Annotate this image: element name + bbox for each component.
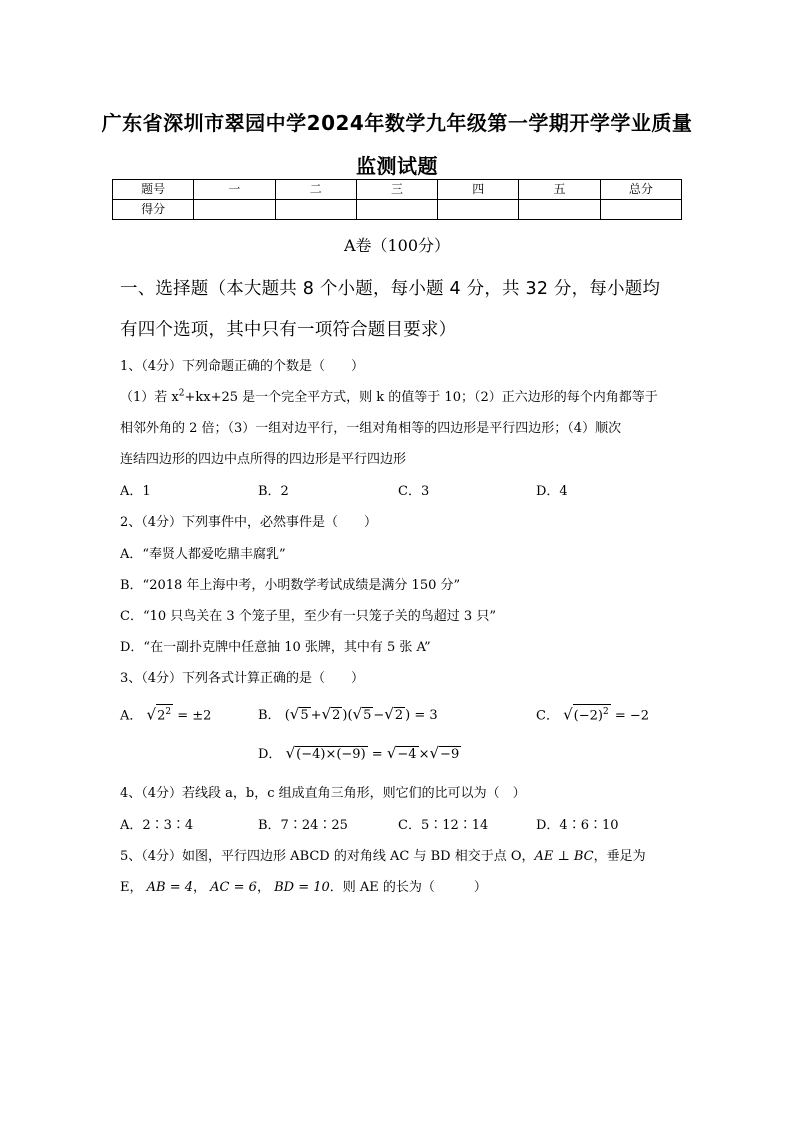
score-blank-cell [194, 200, 275, 220]
radicand: 5 [363, 708, 372, 723]
q1-body-line2: 相邻外角的 2 倍；（3）一组对边平行，一组对角相等的四边形是平行四边形；（4）顺次 [120, 421, 622, 436]
q1-body-part: +kx+25 是一个完全平方式，则 k 的值等于 10；（2）正六边形的每个内角都等于 [184, 390, 658, 405]
score-blank-cell [438, 200, 519, 220]
sqrt-symbol: √ [563, 705, 573, 724]
score-table [112, 179, 682, 220]
q2-option-d: D．“在一副扑克牌中任意抽 10 张牌，其中有 5 张 A” [120, 640, 431, 655]
score-header-cell: 题号 [113, 180, 194, 200]
sqrt-symbol: √ [146, 705, 157, 724]
q3-b-op: + [310, 708, 322, 723]
q3-b-paren: ( [284, 708, 290, 723]
q2-option-a: A．“奉贤人都爱吃鼎丰腐乳” [120, 547, 286, 562]
score-blank-cell [600, 200, 681, 220]
q5-perp-expr: AE ⊥ BC [534, 849, 594, 864]
q3-b-op: − [373, 708, 385, 723]
radicand [573, 704, 611, 723]
q1-superscript: 2 [178, 388, 185, 399]
q1-option-b: B．2 [258, 484, 289, 499]
q5-sep: ， [256, 880, 270, 895]
exam-title-line1: 广东省深圳市翠园中学2024年数学九年级第一学期开学学业质量 [101, 111, 693, 135]
radicand: −4 [397, 747, 417, 762]
q3-c-rhs: = −2 [610, 708, 650, 724]
q4-option-a: A．2∶3∶4 [120, 818, 194, 833]
q3-b-rhs: ) = 3 [405, 708, 438, 723]
q1-stem: 1、（4分）下列命题正确的个数是（ ） [120, 359, 365, 374]
sqrt-symbol: √ [384, 705, 394, 723]
volume-heading: A卷（100分） [343, 236, 451, 255]
q5-sep: ， [193, 880, 207, 895]
q2-stem: 2、（4分）下列事件中，必然事件是（ ） [120, 515, 378, 530]
q3-option-a [120, 704, 211, 723]
sqrt-symbol: √ [285, 744, 296, 762]
q5-ab-expr: AB = 4 [146, 880, 194, 895]
q2-option-c: C．“10 只鸟关在 3 个笼子里，至少有一只笼子关的鸟超过 3 只” [120, 609, 496, 624]
q3-a-rhs: = ±2 [177, 708, 212, 724]
q5-stem-end: ，垂足为 [593, 849, 646, 864]
q1-option-a: A．1 [120, 484, 151, 499]
q5-bd-expr: BD = 10 [274, 880, 330, 895]
q3-label-d: D． [258, 747, 282, 762]
sqrt-symbol: √ [352, 705, 363, 723]
q1-option-c: C．3 [398, 484, 430, 499]
section1-heading-line1: 一、选择题（本大题共 8 个小题，每小题 4 分，共 32 分，每小题均 [120, 279, 661, 299]
sqrt-symbol: √ [386, 744, 397, 762]
exam-title-line2: 监测试题 [356, 154, 438, 178]
score-header-cell: 三 [356, 180, 437, 200]
q4-stem: 4、（4分）若线段 a，b，c 组成直角三角形，则它们的比可以为（ ） [120, 786, 526, 801]
q3-d-op: × [418, 747, 430, 762]
score-blank-cell [356, 200, 437, 220]
q1-body-line1 [120, 386, 658, 405]
q1-body-part: （1）若 x [120, 390, 179, 405]
q3-a-sup: 2 [165, 707, 172, 717]
score-header-cell: 五 [519, 180, 600, 200]
q5-ac-expr: AC = 6 [210, 880, 257, 895]
q3-c-sup: 2 [602, 707, 609, 717]
score-header-cell: 二 [275, 180, 356, 200]
q5-stem-line2-end: ．则 AE 的长为（ ） [329, 880, 487, 895]
score-blank-cell [519, 200, 600, 220]
q3-label-b: B． [258, 708, 281, 723]
score-header-cell: 总分 [600, 180, 681, 200]
sqrt-symbol: √ [289, 705, 300, 723]
q3-label-c: C． [536, 708, 559, 724]
radicand: 2 [394, 708, 404, 723]
q2-option-b: B．“2018 年上海中考，小明数学考试成绩是满分 150 分” [120, 578, 461, 593]
radicand: 2 [332, 708, 341, 723]
q1-option-d: D．4 [536, 484, 568, 499]
q5-point-e: E， [120, 880, 143, 895]
q3-d-eq: = [371, 747, 383, 762]
score-row-label: 得分 [113, 200, 194, 220]
section1-heading-line2: 有四个选项，其中只有一项符合题目要求） [120, 320, 457, 340]
score-header-cell: 一 [194, 180, 275, 200]
q4-option-d: D．4∶6∶10 [536, 818, 619, 833]
score-blank-cell [275, 200, 356, 220]
q5-stem: 5、（4分）如图，平行四边形 ABCD 的对角线 AC 与 BD 相交于点 O， [120, 849, 535, 864]
q3-b-paren: )( [342, 708, 353, 723]
radicand: 5 [300, 708, 309, 723]
q3-option-c [536, 704, 649, 723]
q3-c-expr: (−2) [573, 708, 603, 724]
q4-option-c: C．5∶12∶14 [398, 818, 489, 833]
q3-stem: 3、（4分）下列各式计算正确的是（ ） [120, 671, 365, 686]
score-table-score-row [113, 200, 682, 220]
radicand: −9 [440, 747, 460, 762]
q5-stem-line2 [120, 876, 487, 895]
q5-stem-line1 [120, 845, 646, 864]
q3-option-b [258, 704, 438, 723]
score-table-header-row [113, 180, 682, 200]
q4-option-b: B．7∶24∶25 [258, 818, 348, 833]
score-header-cell: 四 [438, 180, 519, 200]
q1-body-line3: 连结四边形的四边中点所得的四边形是平行四边形 [120, 452, 407, 467]
radicand [156, 704, 173, 723]
q3-label-a: A． [120, 708, 143, 724]
sqrt-symbol: √ [429, 744, 440, 762]
sqrt-symbol: √ [321, 705, 332, 723]
q3-a-expr: 2 [157, 708, 166, 724]
q3-option-d [258, 743, 461, 762]
radicand: (−4)×(−9) [296, 747, 366, 762]
